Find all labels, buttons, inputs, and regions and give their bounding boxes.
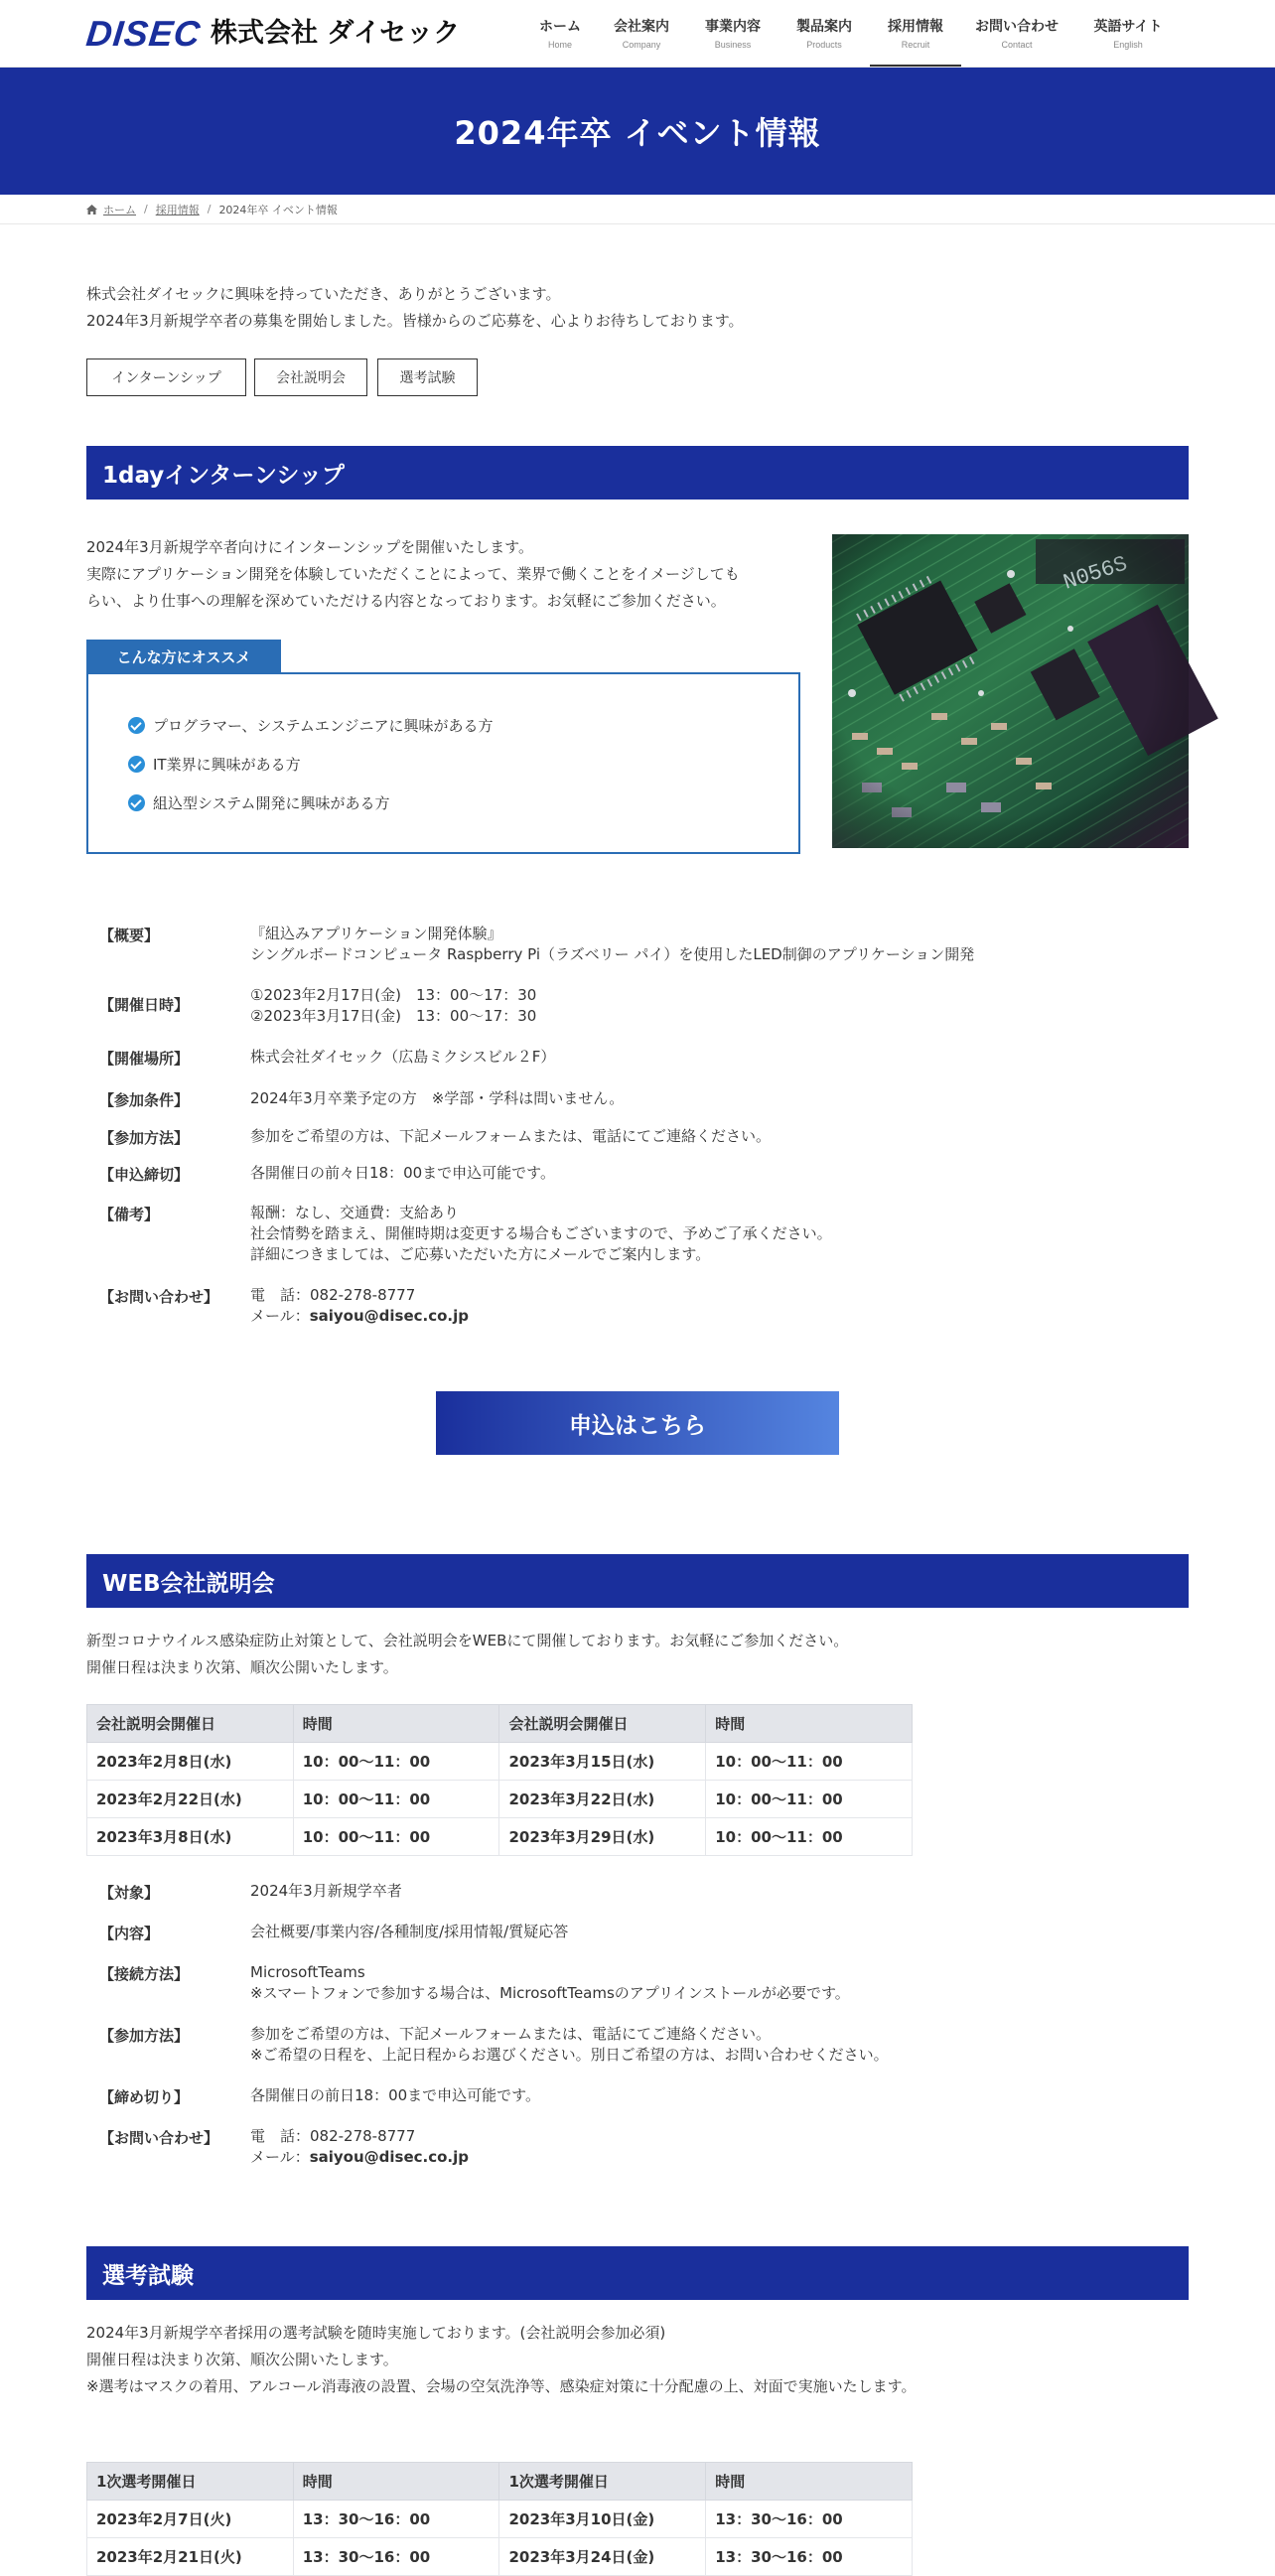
table-header: 1次選考開催日 xyxy=(87,2463,294,2501)
breadcrumb-home-link[interactable]: ホーム xyxy=(103,203,136,216)
mail-address[interactable]: saiyou@disec.co.jp xyxy=(309,1307,470,1325)
nav-sublabel: Company xyxy=(622,40,661,50)
table-row xyxy=(87,1743,913,1781)
table-cell: 10：00～11：00 xyxy=(706,1781,913,1818)
table-cell: 13：30～16：00 xyxy=(293,2538,499,2576)
table-cell: 2023年3月10日(金) xyxy=(499,2501,706,2538)
intro-text: 2024年3月新規学卒者の募集を開始しました。皆様からのご応募を、心よりお待ちしております。 xyxy=(86,312,744,330)
table-cell: 13：30～16：00 xyxy=(293,2501,499,2538)
exam-text: 2024年3月新規学卒者採用の選考試験を随時実施しております。(会社説明会参加必須) xyxy=(86,2324,666,2342)
detail-value xyxy=(250,2147,469,2168)
detail-value: ①2023年2月17日(金) 13：00～17：30 xyxy=(250,986,537,1004)
nav-label: 事業内容 xyxy=(705,19,761,35)
detail-term: 【参加方法】 xyxy=(99,1129,190,1147)
mail-label: メール： xyxy=(250,1307,310,1325)
logo-mark: DISEC xyxy=(83,13,204,54)
page-title: 2024年卒 イベント情報 xyxy=(454,114,821,152)
detail-term: 【概要】 xyxy=(99,927,160,944)
table-header-row xyxy=(87,2463,913,2501)
recommend-item xyxy=(128,715,494,736)
table-header: 会社説明会開催日 xyxy=(87,1705,294,1743)
tab-briefing-button[interactable]: 会社説明会 xyxy=(254,358,367,396)
nav-label: 採用情報 xyxy=(888,19,943,35)
nav-label: 会社案内 xyxy=(614,19,669,35)
detail-value: 電 話：082-278-8777 xyxy=(250,2127,416,2145)
apply-button[interactable]: 申込はこちら xyxy=(436,1391,839,1455)
detail-value: 『組込みアプリケーション開発体験』 xyxy=(250,925,502,942)
page-hero xyxy=(0,68,1275,195)
table-header: 会社説明会開催日 xyxy=(499,1705,706,1743)
detail-value: 電 話：082-278-8777 xyxy=(250,1286,416,1304)
internship-text: らい、より仕事への理解を深めていただける内容となっております。お気軽にご参加ください。 xyxy=(86,592,726,610)
detail-term: 【お問い合わせ】 xyxy=(99,2129,219,2147)
recommend-item xyxy=(128,754,301,775)
detail-term: 【締め切り】 xyxy=(99,2088,190,2106)
detail-term: 【内容】 xyxy=(99,1925,160,1942)
intro-text: 株式会社ダイセックに興味を持っていただき、ありがとうございます。 xyxy=(86,285,561,303)
nav-sublabel: Home xyxy=(547,40,572,50)
detail-term: 【お問い合わせ】 xyxy=(99,1288,219,1306)
table-cell: 2023年3月8日(水) xyxy=(87,1818,294,1856)
breadcrumb-separator: / xyxy=(207,203,212,215)
section-title: 選考試験 xyxy=(102,2262,194,2289)
nav-sublabel: Products xyxy=(806,40,842,50)
nav-label: 英語サイト xyxy=(1093,19,1163,35)
nav-sublabel: Business xyxy=(714,40,752,50)
table-cell: 10：00～11：00 xyxy=(293,1818,499,1856)
nav-item-business[interactable] xyxy=(687,0,779,67)
exam-text: ※選考はマスクの着用、アルコール消毒液の設置、会場の空気洗浄等、感染症対策に十分配慮の上、対面で実施いたします。 xyxy=(86,2377,917,2395)
site-header xyxy=(0,0,1275,68)
exam-schedule-table xyxy=(86,2462,913,2576)
detail-value xyxy=(250,1306,469,1327)
recommend-item-text: プログラマー、システムエンジニアに興味がある方 xyxy=(153,717,494,735)
logo-company-name: 株式会社 ダイセック xyxy=(211,18,461,49)
table-cell: 2023年3月22日(水) xyxy=(499,1781,706,1818)
circuit-board-image xyxy=(832,534,1189,848)
table-cell: 2023年2月8日(水) xyxy=(87,1743,294,1781)
recommend-label: こんな方にオススメ xyxy=(86,640,281,673)
table-row xyxy=(87,2538,913,2576)
internship-heading xyxy=(86,446,1189,500)
nav-item-home[interactable] xyxy=(524,0,596,67)
table-header: 時間 xyxy=(706,2463,913,2501)
table-cell: 2023年3月24日(金) xyxy=(499,2538,706,2576)
section-title: WEB会社説明会 xyxy=(102,1570,275,1597)
briefing-schedule-table xyxy=(86,1704,913,1856)
tab-internship-button[interactable]: インターンシップ xyxy=(86,358,246,396)
nav-item-contact[interactable] xyxy=(961,0,1072,67)
detail-term: 【参加方法】 xyxy=(99,2027,190,2045)
table-header: 1次選考開催日 xyxy=(499,2463,706,2501)
table-cell: 2023年2月22日(水) xyxy=(87,1781,294,1818)
internship-text: 2024年3月新規学卒者向けにインターンシップを開催いたします。 xyxy=(86,538,533,556)
detail-value: 2024年3月卒業予定の方 ※学部・学科は問いません。 xyxy=(250,1089,625,1107)
detail-value: 会社概要/事業内容/各種制度/採用情報/質疑応答 xyxy=(250,1923,569,1940)
table-cell: 2023年2月7日(火) xyxy=(87,2501,294,2538)
detail-value: 参加をご希望の方は、下記メールフォームまたは、電話にてご連絡ください。 xyxy=(250,1127,771,1145)
detail-value: 株式会社ダイセック（広島ミクシスビル２F） xyxy=(250,1048,556,1066)
mail-label: メール： xyxy=(250,2148,310,2166)
table-row xyxy=(87,1781,913,1818)
table-header-row xyxy=(87,1705,913,1743)
table-cell: 2023年3月15日(水) xyxy=(499,1743,706,1781)
detail-value: MicrosoftTeams xyxy=(250,1963,365,1981)
detail-value: 報酬：なし、交通費：支給あり xyxy=(250,1204,460,1221)
nav-label: ホーム xyxy=(539,19,581,35)
home-icon xyxy=(86,205,97,215)
mail-address[interactable]: saiyou@disec.co.jp xyxy=(309,2148,470,2166)
detail-value: 参加をご希望の方は、下記メールフォームまたは、電話にてご連絡ください。 xyxy=(250,2025,771,2043)
table-header: 時間 xyxy=(293,1705,499,1743)
detail-value: シングルボードコンピュータ Raspberry Pi（ラズベリー パイ）を使用したLED制御のアプリケーション開発 xyxy=(250,945,975,963)
nav-label: 製品案内 xyxy=(796,19,852,35)
nav-sublabel: English xyxy=(1113,40,1143,50)
detail-term: 【参加条件】 xyxy=(99,1091,190,1109)
detail-term: 【備考】 xyxy=(99,1206,160,1223)
table-row xyxy=(87,2501,913,2538)
table-row xyxy=(87,1818,913,1856)
nav-item-english[interactable] xyxy=(1072,0,1184,67)
detail-value: ※スマートフォンで参加する場合は、MicrosoftTeamsのアプリインストールが必要です。 xyxy=(250,1984,850,2002)
nav-sublabel: Contact xyxy=(1001,40,1033,50)
nav-sublabel: Recruit xyxy=(901,40,930,50)
check-circle-icon xyxy=(128,717,145,734)
detail-term: 【申込締切】 xyxy=(99,1166,190,1184)
site-logo[interactable] xyxy=(83,13,461,54)
table-cell: 10：00～11：00 xyxy=(706,1743,913,1781)
breadcrumb-recruit-link[interactable]: 採用情報 xyxy=(155,203,200,216)
table-header: 時間 xyxy=(293,2463,499,2501)
nav-item-products[interactable] xyxy=(779,0,870,67)
recommend-item-text: IT業界に興味がある方 xyxy=(153,756,301,774)
check-circle-icon xyxy=(128,794,145,811)
detail-value: 社会情勢を踏まえ、開催時期は変更する場合もございますので、予めご了承ください。 xyxy=(250,1224,832,1242)
global-nav xyxy=(524,0,1184,67)
detail-term: 【接続方法】 xyxy=(99,1965,190,1983)
table-cell: 2023年3月29日(水) xyxy=(499,1818,706,1856)
internship-text: 実際にアプリケーション開発を体験していただくことによって、業界で働くことをイメージしても xyxy=(86,565,740,583)
briefing-text: 開催日程は決まり次第、順次公開いたします。 xyxy=(86,1658,398,1676)
detail-value: 各開催日の前々日18：00まで申込可能です。 xyxy=(250,1164,555,1182)
briefing-text: 新型コロナウイルス感染症防止対策として、会社説明会をWEBにて開催しております。お気軽にご参加ください。 xyxy=(86,1632,849,1649)
section-title: 1dayインターンシップ xyxy=(102,462,345,489)
nav-item-recruit[interactable] xyxy=(870,0,961,67)
recommend-box xyxy=(86,672,800,854)
table-cell: 13：30～16：00 xyxy=(706,2538,913,2576)
detail-value: ②2023年3月17日(金) 13：00～17：30 xyxy=(250,1007,537,1025)
breadcrumb-separator: / xyxy=(144,203,148,215)
breadcrumb xyxy=(0,195,1275,224)
nav-label: お問い合わせ xyxy=(975,19,1059,35)
check-circle-icon xyxy=(128,756,145,773)
exam-heading xyxy=(86,2246,1189,2300)
detail-term: 【開催日時】 xyxy=(99,996,190,1014)
detail-value: 詳細につきましては、ご応募いただいた方にメールでご案内します。 xyxy=(250,1245,711,1263)
detail-value: ※ご希望の日程を、上記日程からお選びください。別日ご希望の方は、お問い合わせください。 xyxy=(250,2046,889,2064)
table-cell: 10：00～11：00 xyxy=(706,1818,913,1856)
detail-term: 【開催場所】 xyxy=(99,1050,190,1068)
detail-value: 2024年3月新規学卒者 xyxy=(250,1882,402,1900)
table-cell: 13：30～16：00 xyxy=(706,2501,913,2538)
breadcrumb-current: 2024年卒 イベント情報 xyxy=(218,203,338,216)
web-briefing-heading xyxy=(86,1554,1189,1608)
tab-exam-button[interactable]: 選考試験 xyxy=(377,358,478,396)
recommend-item xyxy=(128,792,390,813)
exam-text: 開催日程は決まり次第、順次公開いたします。 xyxy=(86,2351,398,2368)
detail-term: 【対象】 xyxy=(99,1884,160,1902)
table-header: 時間 xyxy=(706,1705,913,1743)
table-cell: 10：00～11：00 xyxy=(293,1781,499,1818)
table-cell: 10：00～11：00 xyxy=(293,1743,499,1781)
nav-item-company[interactable] xyxy=(596,0,687,67)
table-cell: 2023年2月21日(火) xyxy=(87,2538,294,2576)
recommend-item-text: 組込型システム開発に興味がある方 xyxy=(153,794,390,812)
detail-value: 各開催日の前日18：00まで申込可能です。 xyxy=(250,2086,540,2104)
